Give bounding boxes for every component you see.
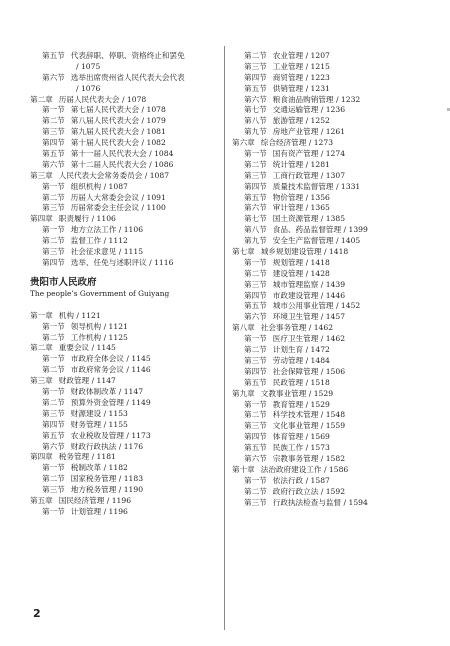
entry-title: 财政体制改革 / 1147 bbox=[70, 387, 144, 397]
toc-chapter-entry bbox=[30, 95, 220, 106]
entry-title: 城市管理监察 / 1439 bbox=[272, 279, 346, 289]
toc-section-entry bbox=[30, 149, 220, 160]
entry-title: 粮食油品购销管理 / 1232 bbox=[272, 94, 361, 104]
entry-number: 第二节 bbox=[42, 332, 65, 342]
toc-section-entry bbox=[232, 291, 437, 302]
toc-section-entry bbox=[232, 334, 437, 345]
toc-section-entry bbox=[30, 247, 220, 258]
entry-title: 财政行政执法 / 1176 bbox=[70, 441, 144, 451]
toc-section-entry bbox=[232, 476, 437, 487]
entry-title: 市政府常务会议 / 1146 bbox=[70, 365, 151, 375]
toc-section-entry bbox=[232, 421, 437, 432]
entry-title: 税制改革 / 1182 bbox=[70, 463, 128, 473]
entry-number: 第二节 bbox=[244, 268, 267, 278]
toc-section-entry bbox=[232, 214, 437, 225]
entry-title: 地方立法工作 / 1106 bbox=[70, 225, 144, 235]
entry-number: 第六节 bbox=[42, 159, 65, 169]
entry-title: 选举出席贵州省人民代表大会代表 bbox=[70, 72, 185, 82]
entry-title: 历届人民代表大会 / 1078 bbox=[58, 94, 147, 104]
entry-number: 第五节 bbox=[244, 83, 267, 93]
entry-title: 统计管理 / 1281 bbox=[272, 159, 330, 169]
entry-title: 工作机构 / 1125 bbox=[70, 332, 128, 342]
toc-section-entry bbox=[30, 398, 220, 409]
entry-title: 国民经济管理 / 1196 bbox=[58, 495, 132, 505]
entry-number: 第四节 bbox=[42, 138, 65, 148]
entry-number: 第一节 bbox=[244, 257, 267, 267]
toc-right-column bbox=[232, 51, 437, 508]
entry-number: 第五章 bbox=[30, 495, 53, 505]
entry-number: 第六节 bbox=[244, 203, 267, 213]
entry-number: 第一节 bbox=[244, 475, 267, 485]
entry-title: 国土资源管理 / 1385 bbox=[272, 214, 346, 224]
entry-title: 监督工作 / 1112 bbox=[70, 236, 128, 246]
entry-title: 综合经济管理 / 1273 bbox=[260, 138, 334, 148]
entry-number: 第五节 bbox=[244, 377, 267, 387]
entry-number: 第一节 bbox=[244, 399, 267, 409]
entry-title: 城市公用事业管理 / 1452 bbox=[272, 301, 361, 311]
toc-section-entry bbox=[232, 258, 437, 269]
entry-title: 安全生产监督管理 / 1405 bbox=[272, 236, 361, 246]
entry-title: 组织机构 / 1087 bbox=[70, 181, 128, 191]
entry-title: 计划管理 / 1196 bbox=[70, 506, 128, 516]
toc-section-entry bbox=[232, 62, 437, 73]
toc-section-entry bbox=[30, 51, 220, 62]
entry-title: 农业税收及管理 / 1173 bbox=[70, 430, 151, 440]
entry-title: / 1075 bbox=[76, 61, 101, 71]
toc-section-entry bbox=[30, 354, 220, 365]
entry-title: 社会征求意见 / 1115 bbox=[70, 247, 144, 257]
entry-number: 第六节 bbox=[42, 441, 65, 451]
toc-section-entry bbox=[30, 333, 220, 344]
entry-number: 第二节 bbox=[42, 116, 65, 126]
entry-title: 法治政府建设工作 / 1586 bbox=[260, 464, 349, 474]
toc-section-entry bbox=[30, 138, 220, 149]
toc-section-entry bbox=[30, 442, 220, 453]
entry-number: 第九节 bbox=[244, 127, 267, 137]
part-heading-english: The people’s Government of Guiyang bbox=[30, 288, 170, 298]
toc-section-entry bbox=[30, 507, 220, 518]
entry-number: 第七章 bbox=[232, 247, 255, 257]
toc-section-entry bbox=[232, 454, 437, 465]
entry-number: 第二节 bbox=[244, 51, 267, 60]
entry-number: 第三节 bbox=[244, 497, 267, 507]
toc-chapter-entry bbox=[30, 311, 220, 322]
entry-title: 预算外资金管理 / 1149 bbox=[70, 397, 151, 407]
entry-title: 重要会议 / 1145 bbox=[58, 343, 116, 353]
toc-section-entry bbox=[232, 182, 437, 193]
page-number: 2 bbox=[33, 607, 41, 620]
entry-number: 第四节 bbox=[42, 419, 65, 429]
entry-title: 环境卫生管理 / 1457 bbox=[272, 312, 346, 322]
toc-section-entry bbox=[232, 116, 437, 127]
entry-number: 第三节 bbox=[244, 61, 267, 71]
entry-title: 科学技术管理 / 1548 bbox=[272, 410, 346, 420]
entry-title: 质量技术监督管理 / 1331 bbox=[272, 181, 361, 191]
entry-title: 税务管理 / 1181 bbox=[58, 452, 116, 462]
toc-section-entry bbox=[232, 149, 437, 160]
entry-title: 依法行政 / 1587 bbox=[272, 475, 330, 485]
entry-number: 第四章 bbox=[30, 452, 53, 462]
entry-number: 第八节 bbox=[244, 116, 267, 126]
toc-section-entry bbox=[232, 356, 437, 367]
entry-number: 第七节 bbox=[244, 214, 267, 224]
entry-number: 第二节 bbox=[42, 236, 65, 246]
entry-title: 民族工作 / 1573 bbox=[272, 443, 330, 453]
entry-title: 规划管理 / 1418 bbox=[272, 257, 330, 267]
toc-chapter-entry bbox=[30, 496, 220, 507]
entry-title: 财务管理 / 1155 bbox=[70, 419, 128, 429]
entry-number: 第二节 bbox=[42, 365, 65, 375]
entry-title: 第七届人民代表大会 / 1078 bbox=[70, 105, 166, 115]
entry-number: 第四节 bbox=[244, 72, 267, 82]
toc-section-entry bbox=[30, 258, 220, 269]
entry-number: 第一节 bbox=[42, 225, 65, 235]
entry-title: 文教事业管理 / 1529 bbox=[260, 388, 334, 398]
toc-section-entry bbox=[232, 443, 437, 454]
toc-section-entry bbox=[30, 116, 220, 127]
entry-number: 第二节 bbox=[244, 345, 267, 355]
entry-number: 第八节 bbox=[244, 225, 267, 235]
toc-section-entry bbox=[30, 387, 220, 398]
entry-number: 第二章 bbox=[30, 343, 53, 353]
toc-chapter-entry bbox=[232, 465, 437, 476]
entry-number: 第四节 bbox=[244, 181, 267, 191]
entry-title: 机构 / 1121 bbox=[58, 310, 101, 320]
toc-chapter-entry bbox=[30, 343, 220, 354]
toc-section-entry bbox=[232, 432, 437, 443]
entry-number: 第五节 bbox=[244, 443, 267, 453]
entry-title: 地方税务管理 / 1190 bbox=[70, 485, 144, 495]
toc-section-entry bbox=[232, 498, 437, 509]
toc-chapter-entry bbox=[232, 389, 437, 400]
entry-number: 第三节 bbox=[244, 355, 267, 365]
toc-chapter-entry bbox=[30, 171, 220, 182]
entry-number: 第一节 bbox=[42, 463, 65, 473]
toc-chapter-entry bbox=[232, 247, 437, 258]
toc-section-entry bbox=[232, 378, 437, 389]
entry-number: 第一节 bbox=[42, 105, 65, 115]
toc-chapter-entry bbox=[232, 138, 437, 149]
entry-number: 第二节 bbox=[244, 159, 267, 169]
entry-number: 第一节 bbox=[42, 387, 65, 397]
entry-number: 第七节 bbox=[244, 105, 267, 115]
entry-number: 第三节 bbox=[42, 247, 65, 257]
entry-number: 第五节 bbox=[42, 51, 65, 60]
toc-section-entry bbox=[30, 322, 220, 333]
entry-number: 第五节 bbox=[42, 430, 65, 440]
toc-section-entry bbox=[232, 193, 437, 204]
entry-title: / 1076 bbox=[76, 83, 101, 93]
entry-title: 第九届人民代表大会 / 1081 bbox=[70, 127, 166, 137]
entry-title: 第十届人民代表大会 / 1082 bbox=[70, 138, 166, 148]
entry-number: 第九节 bbox=[244, 236, 267, 246]
entry-number: 第四节 bbox=[244, 432, 267, 442]
toc-section-entry bbox=[232, 225, 437, 236]
entry-title: 财政管理 / 1147 bbox=[58, 376, 116, 386]
toc-section-entry bbox=[232, 410, 437, 421]
toc-section-entry bbox=[232, 160, 437, 171]
toc-section-entry bbox=[30, 225, 220, 236]
entry-title: 政府行政立法 / 1592 bbox=[272, 486, 346, 496]
entry-title: 农业管理 / 1207 bbox=[272, 51, 330, 60]
entry-title: 人民代表大会常务委员会 / 1087 bbox=[58, 170, 170, 180]
entry-title: 房地产业管理 / 1261 bbox=[272, 127, 346, 137]
entry-number: 第一节 bbox=[42, 354, 65, 364]
entry-title: 建设管理 / 1428 bbox=[272, 268, 330, 278]
entry-number: 第六节 bbox=[244, 453, 267, 463]
toc-section-entry bbox=[30, 182, 220, 193]
toc-chapter-entry bbox=[30, 452, 220, 463]
toc-section-entry bbox=[232, 84, 437, 95]
entry-number: 第二节 bbox=[42, 397, 65, 407]
entry-title: 第十一届人民代表大会 / 1084 bbox=[70, 149, 174, 159]
entry-number: 第四节 bbox=[42, 257, 65, 267]
entry-number: 第三节 bbox=[42, 203, 65, 213]
entry-number: 第三节 bbox=[42, 408, 65, 418]
entry-number: 第一节 bbox=[42, 506, 65, 516]
entry-number: 第三节 bbox=[244, 170, 267, 180]
entry-number: 第一节 bbox=[244, 334, 267, 344]
toc-section-entry bbox=[30, 73, 220, 84]
toc-section-entry bbox=[232, 400, 437, 411]
toc-section-entry bbox=[30, 105, 220, 116]
entry-number: 第二节 bbox=[244, 410, 267, 420]
toc-section-entry bbox=[232, 171, 437, 182]
entry-title: 商贸管理 / 1223 bbox=[272, 72, 330, 82]
entry-number: 第三节 bbox=[244, 421, 267, 431]
entry-number: 第八章 bbox=[232, 323, 255, 333]
entry-number: 第五节 bbox=[244, 301, 267, 311]
toc-section-entry bbox=[232, 312, 437, 323]
entry-title: 工业管理 / 1215 bbox=[272, 61, 330, 71]
column-divider bbox=[224, 46, 225, 630]
entry-title: 市政府全体会议 / 1145 bbox=[70, 354, 151, 364]
entry-title: 文化事业管理 / 1559 bbox=[272, 421, 346, 431]
entry-title: 物价管理 / 1356 bbox=[272, 192, 330, 202]
entry-title: 城乡规划建设管理 / 1418 bbox=[260, 247, 349, 257]
entry-title: 社会保障管理 / 1506 bbox=[272, 366, 346, 376]
entry-title: 第八届人民代表大会 / 1079 bbox=[70, 116, 166, 126]
toc-entry-continuation bbox=[30, 84, 220, 95]
toc-section-entry bbox=[232, 51, 437, 62]
toc-chapter-entry bbox=[232, 323, 437, 334]
entry-number: 第三章 bbox=[30, 170, 53, 180]
toc-left-column bbox=[30, 51, 220, 518]
entry-title: 医疗卫生管理 / 1462 bbox=[272, 334, 346, 344]
entry-number: 第一节 bbox=[42, 321, 65, 331]
entry-title: 国家税务管理 / 1183 bbox=[70, 474, 144, 484]
toc-section-entry bbox=[232, 487, 437, 498]
entry-title: 国有资产管理 / 1274 bbox=[272, 149, 346, 159]
entry-number: 第六章 bbox=[232, 138, 255, 148]
entry-number: 第四节 bbox=[244, 366, 267, 376]
toc-chapter-entry bbox=[30, 214, 220, 225]
entry-number: 第五节 bbox=[42, 149, 65, 159]
entry-number: 第九章 bbox=[232, 388, 255, 398]
entry-number: 第二节 bbox=[244, 486, 267, 496]
entry-number: 第一节 bbox=[42, 181, 65, 191]
entry-number: 第六节 bbox=[42, 72, 65, 82]
toc-section-entry bbox=[30, 420, 220, 431]
toc-section-entry bbox=[232, 280, 437, 291]
entry-title: 供销管理 / 1231 bbox=[272, 83, 330, 93]
entry-number: 第三节 bbox=[42, 485, 65, 495]
entry-title: 劳动管理 / 1484 bbox=[272, 355, 330, 365]
entry-title: 教育管理 / 1529 bbox=[272, 399, 330, 409]
toc-section-entry bbox=[232, 236, 437, 247]
toc-section-entry bbox=[30, 409, 220, 420]
entry-title: 财源建设 / 1153 bbox=[70, 408, 128, 418]
entry-number: 第四节 bbox=[244, 290, 267, 300]
entry-title: 行政执法检查与监督 / 1594 bbox=[272, 497, 368, 507]
entry-number: 第二节 bbox=[42, 474, 65, 484]
toc-section-entry bbox=[232, 73, 437, 84]
toc-section-entry bbox=[232, 301, 437, 312]
entry-number: 第三节 bbox=[42, 127, 65, 137]
entry-number: 第十章 bbox=[232, 464, 255, 474]
entry-title: 第十二届人民代表大会 / 1086 bbox=[70, 159, 174, 169]
toc-section-entry bbox=[232, 95, 437, 106]
toc-section-entry bbox=[232, 105, 437, 116]
entry-title: 审计管理 / 1365 bbox=[272, 203, 330, 213]
toc-section-entry bbox=[232, 345, 437, 356]
toc-section-entry bbox=[30, 485, 220, 496]
entry-title: 市政建设管理 / 1446 bbox=[272, 290, 346, 300]
toc-section-entry bbox=[30, 203, 220, 214]
toc-section-entry bbox=[30, 365, 220, 376]
entry-title: 选举、任免与述职评议 / 1116 bbox=[70, 257, 174, 267]
entry-title: 工商行政管理 / 1307 bbox=[272, 170, 346, 180]
toc-section-entry bbox=[232, 127, 437, 138]
toc-section-entry bbox=[30, 193, 220, 204]
part-heading: 贵阳市人民政府 bbox=[30, 276, 97, 288]
entry-title: 宗教事务管理 / 1582 bbox=[272, 453, 346, 463]
entry-title: 民政管理 / 1518 bbox=[272, 377, 330, 387]
entry-number: 第六节 bbox=[244, 312, 267, 322]
entry-title: 食品、药品监督管理 / 1399 bbox=[272, 225, 368, 235]
toc-section-entry bbox=[232, 367, 437, 378]
entry-title: 交通运输管理 / 1236 bbox=[272, 105, 346, 115]
entry-number: 第四章 bbox=[30, 214, 53, 224]
entry-number: 第二节 bbox=[42, 192, 65, 202]
toc-chapter-entry bbox=[30, 376, 220, 387]
entry-title: 体育管理 / 1569 bbox=[272, 432, 330, 442]
toc-section-entry bbox=[232, 203, 437, 214]
entry-title: 职责履行 / 1106 bbox=[58, 214, 116, 224]
entry-title: 社会事务管理 / 1462 bbox=[260, 323, 334, 333]
entry-number: 第三章 bbox=[30, 376, 53, 386]
toc-section-entry bbox=[30, 160, 220, 171]
toc-section-entry bbox=[30, 463, 220, 474]
entry-number: 第六节 bbox=[244, 94, 267, 104]
entry-title: 历届常委会主任会议 / 1100 bbox=[70, 203, 166, 213]
entry-number: 第一节 bbox=[244, 149, 267, 159]
toc-section-entry bbox=[30, 474, 220, 485]
entry-title: 领导机构 / 1121 bbox=[70, 321, 128, 331]
entry-number: 第一章 bbox=[30, 310, 53, 320]
toc-section-entry bbox=[30, 431, 220, 442]
entry-title: 计划生育 / 1472 bbox=[272, 345, 330, 355]
entry-title: 历届人大常委会会议 / 1091 bbox=[70, 192, 166, 202]
toc-entry-continuation bbox=[30, 62, 220, 73]
toc-section-entry bbox=[30, 236, 220, 247]
entry-number: 第三节 bbox=[244, 279, 267, 289]
toc-section-entry bbox=[30, 127, 220, 138]
entry-title: 旅游管理 / 1252 bbox=[272, 116, 330, 126]
toc-section-entry bbox=[232, 269, 437, 280]
entry-title: 代表辞职、停职、资格终止和罢免 bbox=[70, 51, 185, 60]
entry-number: 第二章 bbox=[30, 94, 53, 104]
entry-number: 第五节 bbox=[244, 192, 267, 202]
